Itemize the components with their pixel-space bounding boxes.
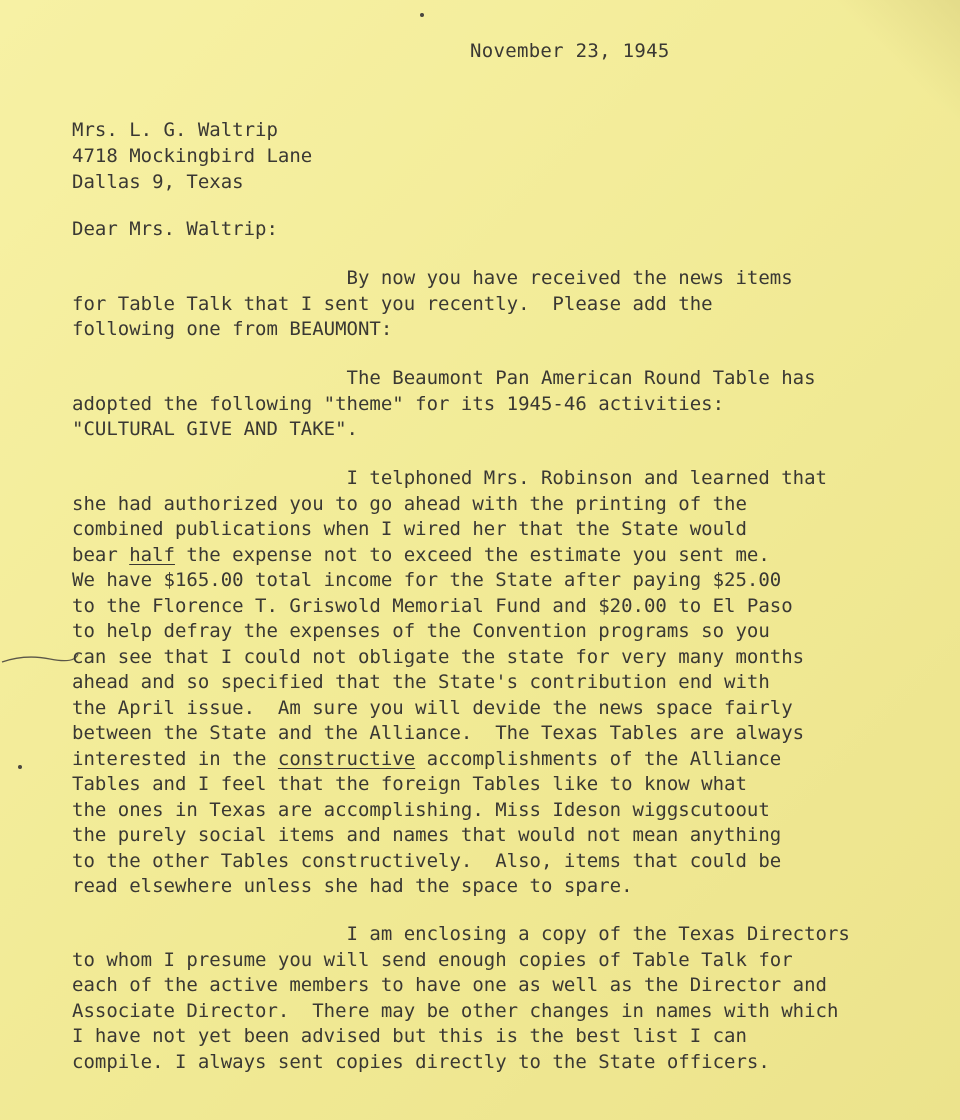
text-line: By now you have received the news items	[72, 267, 793, 289]
paper-crease	[820, 0, 960, 140]
text-line: following one from BEAUMONT:	[72, 318, 393, 340]
text-line: for Table Talk that I sent you recently. Please add the	[72, 292, 713, 315]
text-line: The Beaumont Pan American Round Table has	[72, 367, 816, 389]
text-line: the purely social items and names that would not mean anything	[72, 824, 782, 846]
text-line: I telphoned Mrs. Robinson and learned that	[72, 467, 827, 489]
text-segment: bear	[72, 543, 130, 566]
text-line	[72, 543, 827, 569]
pen-stroke-mark	[0, 640, 80, 670]
text-line: combined publications when I wired her that the State would	[72, 518, 747, 540]
text-line: to help defray the expenses of the Convention programs so you	[72, 620, 770, 642]
text-line: the April issue. Am sure you will devide the news space fairly	[72, 696, 793, 719]
text-line	[72, 747, 827, 773]
text-line: compile. I always sent copies directly to the State officers.	[72, 1050, 770, 1073]
underlined-word-half: half	[129, 543, 175, 566]
paragraph-news-items	[72, 266, 793, 343]
recipient-city: Dallas 9, Texas	[72, 171, 244, 193]
text-line: each of the active members to have one as well as the Director and	[72, 974, 827, 996]
text-line: between the State and the Alliance. The Texas Tables are always	[72, 722, 805, 744]
ink-dot	[18, 765, 22, 769]
recipient-address	[72, 117, 312, 195]
text-line: to the other Tables constructively. Also, items that could be	[72, 849, 782, 872]
text-line: I am enclosing a copy of the Texas Directors	[72, 923, 850, 945]
letter-date: November 23, 1945	[470, 40, 670, 62]
text-line: I have not yet been advised but this is the best list I can	[72, 1025, 747, 1047]
text-line: the ones in Texas are accomplishing. Miss Ideson wiggscutoout	[72, 798, 770, 821]
text-line: to the Florence T. Griswold Memorial Fund and $20.00 to El Paso	[72, 594, 793, 617]
text-segment: accomplishments of the Alliance	[415, 747, 782, 770]
recipient-street: 4718 Mockingbird Lane	[72, 145, 313, 167]
paragraph-beaumont-theme	[72, 366, 816, 443]
recipient-name: Mrs. L. G. Waltrip	[72, 119, 278, 141]
paragraph-printing-expense	[72, 466, 827, 900]
text-line: adopted the following "theme" for its 1945-46 activities:	[72, 392, 725, 415]
text-line: Tables and I feel that the foreign Tables like to know what	[72, 773, 747, 795]
text-line: "CULTURAL GIVE AND TAKE".	[72, 418, 358, 440]
paragraph-directors-list	[72, 922, 850, 1075]
ink-dot	[420, 13, 424, 17]
text-line: Associate Director. There may be other changes in names with which	[72, 999, 839, 1022]
text-line: We have $165.00 total income for the State after paying $25.00	[72, 569, 782, 591]
text-line: ahead and so specified that the State's contribution end with	[72, 671, 770, 693]
salutation: Dear Mrs. Waltrip:	[72, 218, 278, 240]
underlined-word-constructive: constructive	[277, 747, 416, 770]
text-segment: the expense not to exceed the estimate you sent me.	[174, 543, 770, 566]
text-line: she had authorized you to go ahead with the printing of the	[72, 492, 747, 515]
text-line: to whom I presume you will send enough copies of Table Talk for	[72, 948, 793, 971]
text-segment: interested in the	[72, 747, 278, 770]
text-line: read elsewhere unless she had the space to spare.	[72, 875, 633, 897]
text-line: can see that I could not obligate the state for very many months	[72, 645, 805, 668]
